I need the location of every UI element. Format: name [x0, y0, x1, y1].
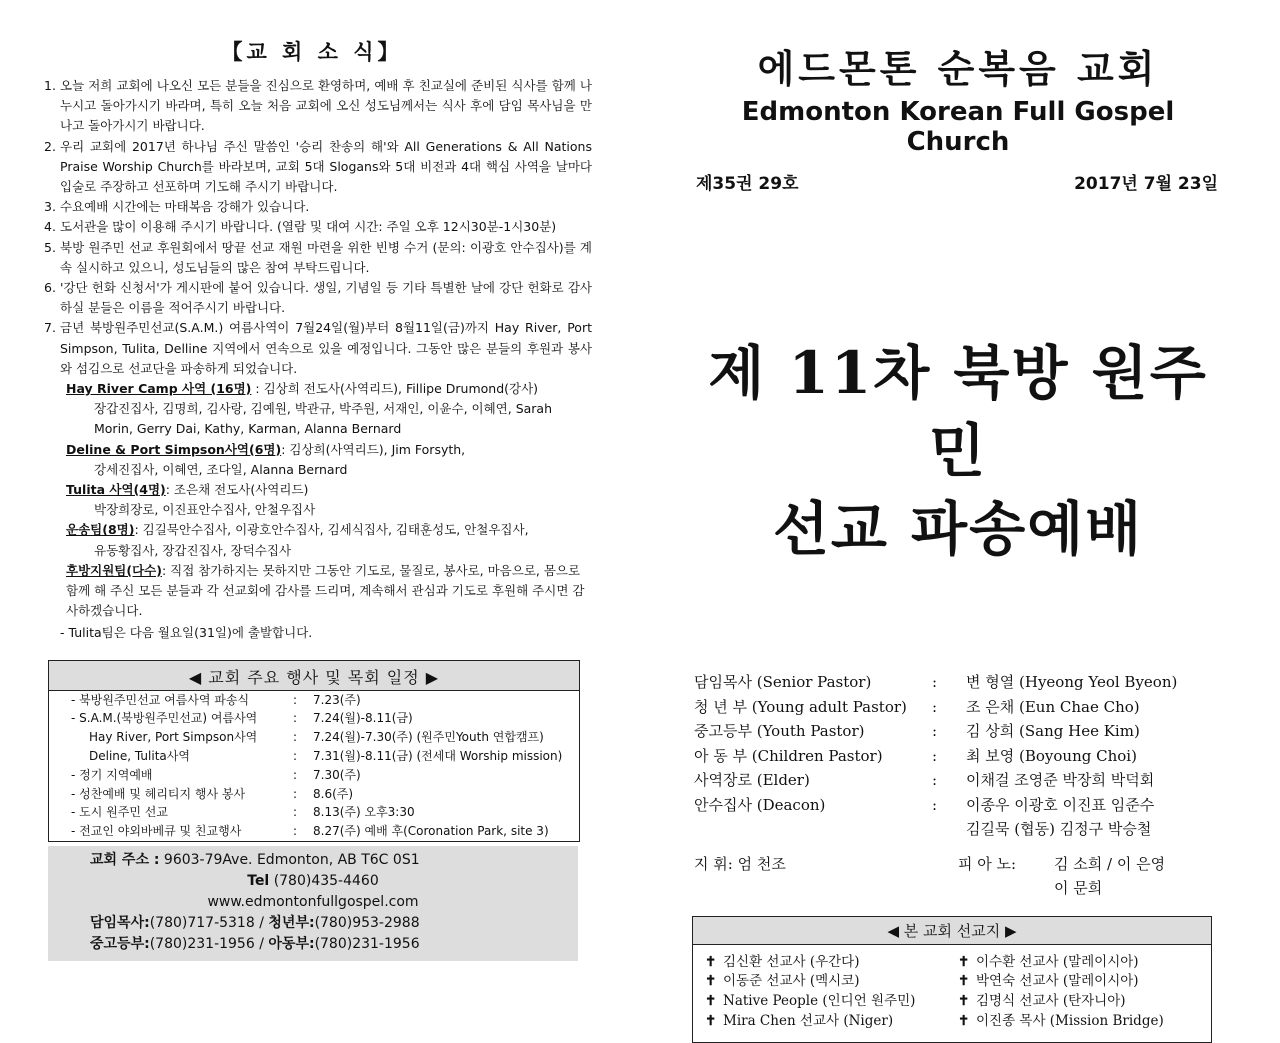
news-item-number: 4.	[44, 219, 56, 235]
schedule-title: ◀ 교회 주요 행사 및 목회 일정 ▶	[49, 661, 579, 691]
cross-icon: ✝	[705, 1012, 717, 1029]
staff-name: 이채걸 조영준 박장희 박덕회	[966, 771, 1155, 789]
schedule-date: 7.31(월)-8.11(금) (전세대 Worship mission)	[313, 749, 563, 764]
schedule-row	[49, 803, 579, 822]
phone-line: 담임목사:(780)717-5318 / 청년부:(780)953-2988	[90, 915, 420, 932]
schedule-event: - 전교인 야외바베큐 및 친교행사	[71, 824, 242, 839]
conductor	[688, 852, 958, 900]
staff-role: 중고등부 (Youth Pastor)	[694, 722, 865, 740]
staff-role	[688, 817, 932, 842]
team-name: Tulita 사역(4명)	[66, 482, 166, 498]
team-name: 운송팀(8명)	[66, 522, 135, 538]
staff-role: 아 동 부 (Children Pastor)	[694, 746, 883, 765]
children-label: 아동부:	[268, 936, 315, 953]
schedule-row	[49, 822, 579, 841]
cross-icon: ✝	[958, 973, 970, 990]
missionary-item	[958, 972, 1211, 992]
staff-role: 담임목사 (Senior Pastor)	[694, 673, 872, 691]
team-name: Deline & Port Simpson사역(6명)	[66, 441, 282, 457]
staff-colon: :	[932, 673, 938, 691]
pianist	[958, 852, 1165, 900]
news-item	[32, 76, 592, 137]
mission-team	[32, 379, 592, 440]
departure-note: - Tulita팀은 다음 월요일(31일)에 출발합니다.	[60, 625, 313, 641]
schedule-box	[48, 660, 580, 842]
staff-row	[688, 768, 1228, 793]
mission-team	[32, 561, 592, 622]
cross-icon: ✝	[958, 1012, 970, 1029]
missionary-name: 박연숙 선교사 (말레이시아)	[976, 973, 1139, 990]
news-item	[32, 278, 592, 318]
missionary-item	[705, 992, 958, 1012]
church-tel-line	[48, 871, 578, 892]
church-address: 9603-79Ave. Edmonton, AB T6C 0S1	[163, 852, 420, 869]
missionaries-column	[705, 953, 958, 1032]
team-leader: : 김길묵안수집사, 이광호안수집사, 김세식집사, 김태훈성도, 안철우집사,	[134, 522, 529, 538]
church-address-line	[48, 850, 578, 871]
youth-adult-phone: (780)953-2988	[314, 915, 420, 932]
staff-row	[688, 719, 1228, 744]
schedule-date: 7.24(월)-8.11(금)	[313, 711, 413, 726]
schedule-date: 8.13(주) 오후3:30	[313, 805, 415, 820]
staff-colon: :	[932, 722, 938, 740]
news-item	[32, 197, 592, 217]
news-item-text: '강단 헌화 신청서'가 게시판에 붙어 있습니다. 생일, 기념일 등 기타 특별한 날에 강단 헌화로 감사하실 분들은 이름을 적어주시기 바랍니다.	[60, 280, 592, 316]
news-item-number: 5.	[44, 239, 56, 255]
main-title-line: 선교 파송예배	[772, 495, 1144, 563]
team-name: 후방지원팀(다수)	[66, 562, 162, 578]
news-item-text: 북방 원주민 선교 후원회에서 땅끝 선교 재원 마련을 위한 빈병 수거 (문의: 이광호 안수집사)를 계속 실시하고 있으니, 성도님들의 많은 참여 부탁드립니다.	[60, 239, 592, 275]
cross-icon: ✝	[705, 973, 717, 990]
missionaries-box	[692, 916, 1212, 1043]
schedule-event: - S.A.M.(북방원주민선교) 여름사역	[71, 711, 258, 726]
youth-adult-label: 청년부:	[268, 915, 315, 932]
pianist-name: 이 문희	[1054, 878, 1103, 897]
missionary-name: 이동준 선교사 (멕시코)	[723, 973, 860, 990]
conductor-name: 엄 천조	[737, 854, 786, 873]
issue-number: 제35권 29호	[696, 174, 799, 194]
team-leader: : 김상희 전도사(사역리드), Fillipe Drumond(강사)	[251, 381, 539, 397]
schedule-colon: :	[293, 711, 298, 726]
news-title: 【교 회 소 식】	[221, 40, 403, 64]
left-column	[32, 28, 592, 961]
address-label: 교회 주소 :	[90, 852, 160, 869]
schedule-date: 8.6(주)	[313, 786, 354, 801]
schedule-event: Deline, Tulita사역	[89, 749, 190, 764]
team-members: 유동황집사, 장갑진집사, 장덕수집사	[94, 542, 292, 558]
news-item	[32, 217, 592, 237]
schedule-date: 7.30(주)	[313, 767, 361, 782]
news-item-number: 3.	[44, 199, 56, 215]
contact-box	[48, 846, 578, 961]
staff-name: 조 은채 (Eun Chae Cho)	[966, 697, 1140, 716]
missionaries-list	[693, 945, 1211, 1042]
missionaries-title: ◀ 본 교회 선교지 ▶	[693, 917, 1211, 945]
staff-name: 김 상희 (Sang Hee Kim)	[966, 722, 1140, 740]
news-item-text: 우리 교회에 2017년 하나님 주신 말씀인 '승리 찬송의 해'와 All Generations & All Nations Praise Worship Church를 바라보며, 교회 5대 Slogans와 5대 비전과 4대 핵심 사역을 날마다 입술로 주장하고 선포하며 기도해 주시기 바랍니다.	[60, 138, 592, 195]
schedule-row	[49, 728, 579, 747]
missionary-item	[958, 1012, 1211, 1032]
schedule-date: 7.24(월)-7.30(주) (원주민Youth 연합캠프)	[313, 730, 544, 745]
team-members: 장갑진집사, 김명희, 김사랑, 김예원, 박관규, 박주원, 서재인, 이윤수, 이혜연, Sarah Morin, Gerry Dai, Kathy, Karman, Alanna Bernard	[94, 401, 553, 437]
mission-team	[32, 440, 592, 480]
staff-name: 김길묵 (협동) 김정구 박승철	[966, 820, 1152, 838]
missionary-name: 김신환 선교사 (우간다)	[723, 953, 860, 970]
staff-row	[688, 670, 1228, 695]
cross-icon: ✝	[958, 953, 970, 970]
staff-list	[688, 670, 1228, 842]
team-name: Hay River Camp 사역 (16명)	[66, 381, 252, 397]
news-item-text: 도서관을 많이 이용해 주시기 바랍니다. (열람 및 대여 시간: 주일 오후 12시30분-1시30분)	[60, 219, 557, 235]
church-tel: (780)435-4460	[273, 873, 379, 890]
staff-name: 최 보영 (Boyoung Choi)	[966, 746, 1137, 765]
news-item-number: 6.	[44, 280, 56, 296]
phone-line: 중고등부:(780)231-1956 / 아동부:(780)231-1956	[90, 936, 420, 953]
music-staff	[688, 852, 1228, 900]
news-item-number: 1.	[44, 78, 56, 93]
news-item-text: 오늘 저희 교회에 나오신 모든 분들을 진심으로 환영하며, 예배 후 친교실에 준비된 식사를 함께 나누시고 돌아가시기 바라며, 특히 오늘 처음 교회에 오신 성도님께서는 식사 후에 담임 목사님을 만나고 돌아가시기 바랍니다.	[60, 78, 592, 134]
staff-colon: :	[932, 795, 938, 814]
schedule-date: 7.23(주)	[313, 692, 361, 707]
pianist-name: 김 소희 / 이 은영	[1054, 854, 1166, 873]
conductor-label: 지 휘:	[694, 854, 733, 873]
staff-name: 이종우 이광호 이진표 임준수	[966, 795, 1155, 814]
schedule-event: - 성찬예배 및 헤리티지 행사 봉사	[71, 786, 246, 801]
staff-colon	[932, 817, 966, 842]
schedule-colon: :	[293, 786, 298, 801]
issue-row	[688, 169, 1228, 194]
schedule-event: - 도시 원주민 선교	[71, 805, 168, 820]
schedule-row	[49, 766, 579, 785]
schedule-colon: :	[293, 749, 298, 764]
staff-colon: :	[932, 697, 938, 716]
news-item	[32, 238, 592, 278]
schedule-colon: :	[293, 824, 298, 839]
schedule-row	[49, 747, 579, 766]
news-item	[32, 137, 592, 198]
news-item-number: 7.	[44, 320, 56, 336]
news-list	[32, 76, 592, 379]
right-column	[688, 28, 1228, 1043]
issue-date: 2017년 7월 23일	[1074, 174, 1218, 194]
schedule-colon: :	[293, 805, 298, 820]
news-item-number: 2.	[44, 138, 56, 154]
staff-role: 사역장로 (Elder)	[694, 771, 810, 789]
missionary-item	[958, 992, 1211, 1012]
staff-row	[688, 744, 1228, 769]
mission-team	[32, 480, 592, 520]
church-name-english: Edmonton Korean Full Gospel Church	[741, 97, 1175, 157]
youth-phone: (780)231-1956	[149, 936, 255, 953]
missionary-item	[705, 953, 958, 973]
schedule-colon: :	[293, 767, 298, 782]
missionary-item	[705, 972, 958, 992]
schedule-event: - 북방원주민선교 여름사역 파송식	[71, 692, 250, 707]
news-item	[32, 318, 592, 379]
main-title-line: 제 11차 북방 원주민	[708, 339, 1208, 485]
missionary-name: 이수환 선교사 (말레이시아)	[976, 953, 1139, 970]
missionary-item	[958, 953, 1211, 973]
missionaries-column	[958, 953, 1211, 1032]
staff-name: 변 형열 (Hyeong Yeol Byeon)	[966, 673, 1178, 691]
team-members: 강세진집사, 이혜연, 조다일, Alanna Bernard	[94, 461, 348, 477]
staff-role: 안수집사 (Deacon)	[694, 795, 826, 814]
staff-row	[688, 695, 1228, 720]
staff-row	[688, 817, 1228, 842]
senior-phone: (780)717-5318	[149, 915, 255, 932]
pianist-names	[1054, 852, 1165, 900]
church-website[interactable]: www.edmontonfullgospel.com	[207, 894, 419, 911]
cross-icon: ✝	[958, 993, 970, 1010]
missionary-name: Mira Chen 선교사 (Niger)	[723, 1012, 894, 1029]
missionary-name: Native People (인디언 원주민)	[723, 993, 916, 1010]
team-leader: : 조은채 전도사(사역리드)	[165, 482, 309, 498]
schedule-row	[49, 785, 579, 804]
tel-label: Tel	[247, 873, 270, 890]
team-leader: : 직접 참가하지는 못하지만 그동안 기도로, 물질로, 봉사로, 마음으로, 몸으로 함께 해 주신 모든 분들과 각 선교회에 감사를 드리며, 계속해서 관심과 기도로 후원해 주시면 감사하겠습니다.	[66, 562, 585, 619]
staff-role: 청 년 부 (Young adult Pastor)	[694, 697, 907, 716]
pianist-label: 피 아 노:	[958, 854, 1017, 873]
church-name-korean: 에드몬톤 순복음 교회	[757, 47, 1159, 91]
team-leader: : 김상희(사역리드), Jim Forsyth,	[281, 441, 466, 457]
staff-colon: :	[932, 746, 938, 765]
missionary-name: 김명식 선교사 (탄자니아)	[976, 993, 1126, 1010]
mission-team	[32, 520, 592, 560]
main-title	[688, 334, 1228, 568]
schedule-row	[49, 691, 579, 710]
schedule-colon: :	[293, 692, 298, 707]
senior-label: 담임목사:	[90, 915, 150, 932]
schedule-date: 8.27(주) 예배 후(Coronation Park, site 3)	[313, 824, 549, 839]
schedule-row	[49, 709, 579, 728]
schedule-event: - 정기 지역예배	[71, 767, 153, 782]
schedule-event: Hay River, Port Simpson사역	[89, 730, 258, 745]
cross-icon: ✝	[705, 953, 717, 970]
children-phone: (780)231-1956	[314, 936, 420, 953]
staff-row	[688, 793, 1228, 818]
schedule-colon: :	[293, 730, 298, 745]
news-item-text: 금년 북방원주민선교(S.A.M.) 여름사역이 7월24일(월)부터 8월11일(금)까지 Hay River, Port Simpson, Tulita, Delline 지역에서 연속으로 있을 예정입니다. 그동안 많은 분들의 후원과 봉사와 섬김으로 선교단을 파송하게 되었습니다.	[60, 320, 592, 376]
news-item-text: 수요예배 시간에는 마태복음 강해가 있습니다.	[60, 199, 310, 215]
team-members: 박장희장로, 이진표안수집사, 안철우집사	[94, 502, 316, 518]
staff-colon: :	[932, 771, 938, 789]
cross-icon: ✝	[705, 993, 717, 1010]
youth-label: 중고등부:	[90, 936, 150, 953]
missionary-item	[705, 1012, 958, 1032]
missionary-name: 이진종 목사 (Mission Bridge)	[976, 1012, 1164, 1029]
